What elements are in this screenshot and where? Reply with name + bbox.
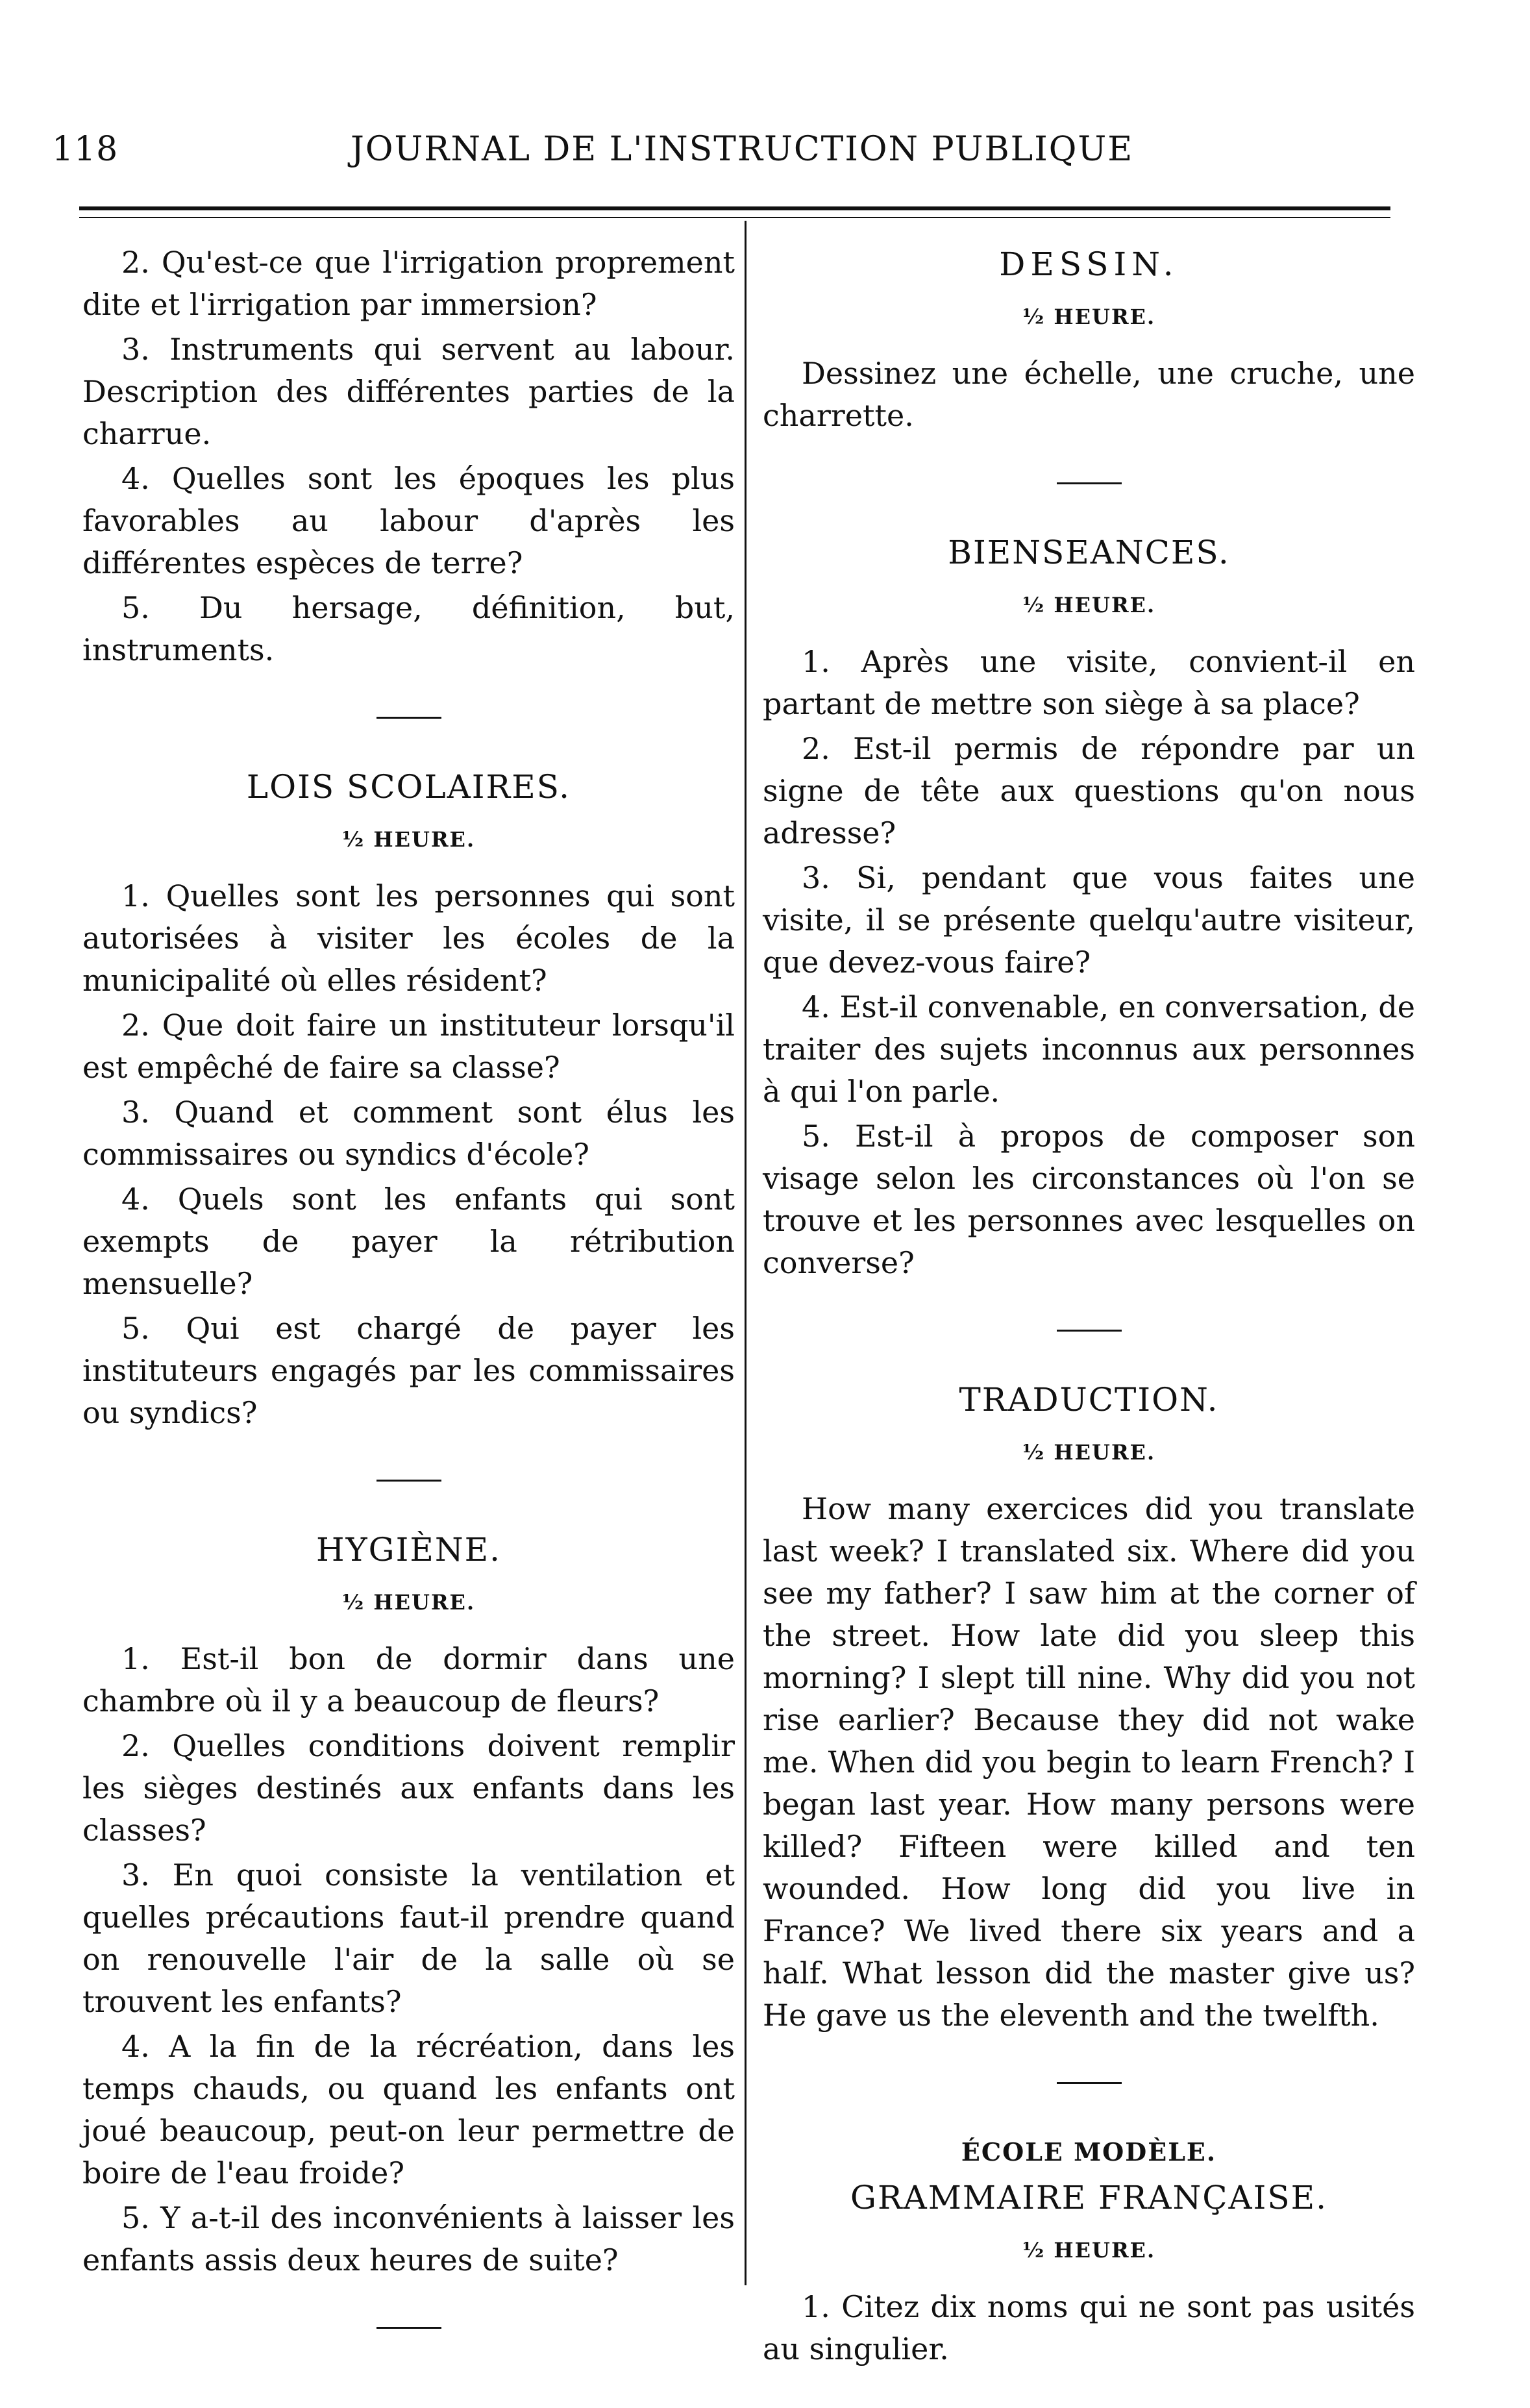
section-separator	[376, 717, 441, 719]
list-item: 1. Est-il bon de dormir dans une chambre où il y a beaucoup de fleurs?	[82, 1641, 735, 1719]
section-separator	[1057, 2082, 1122, 2084]
list-item: 2. Quelles conditions doivent remplir les sièges destinés aux enfants dans les classes?	[82, 1728, 735, 1848]
section-title-grammaire: GRAMMAIRE FRANÇAISE.	[850, 2179, 1327, 2216]
list-item: 3. Quand et comment sont élus les commissaires ou syndics d'école?	[82, 1095, 735, 1172]
section-title-lois-scolaires: LOIS SCOLAIRES.	[246, 768, 571, 806]
section-duration: ½ HEURE.	[1022, 304, 1156, 329]
list-item: 3. Instruments qui servent au labour. Description des différentes parties de la charrue.	[82, 332, 735, 451]
column-divider	[745, 221, 746, 2285]
section-title-dessin: DESSIN.	[999, 245, 1179, 283]
list-item: 4. Quelles sont les époques les plus favorables au labour d'après les différentes espèces de terre?	[82, 461, 735, 580]
list-item: 3. Si, pendant que vous faites une visite, il se présente quelqu'autre visiteur, que devez-vous faire?	[763, 860, 1415, 980]
section-separator	[1057, 1330, 1122, 1332]
list-item: 5. Est-il à propos de composer son visage selon les circonstances où l'on se trouve et les personnes avec lesquelles on converse?	[763, 1119, 1415, 1280]
section-separator	[376, 2327, 441, 2329]
section-text: How many exercices did you translate last week? I translated six. Where did you see my father? I saw him at the corner of the street. How late did you sleep this morning? I slept till nine. Why did you not rise earlier? Because they did not wake me. When did you begin to learn French? I began last year. How many persons were killed? Fifteen were killed and ten wounded. How long did you live in France? We lived there six years and a half. What lesson did the master give us? He gave us the eleventh and the twelfth.	[763, 1491, 1415, 2033]
section-duration: ½ HEURE.	[1022, 1440, 1156, 1465]
list-item: 1. Citez dix noms qui ne sont pas usités au singulier.	[763, 2289, 1415, 2366]
running-title: JOURNAL DE L'INSTRUCTION PUBLIQUE	[351, 130, 1134, 169]
list-item: 2. Est-il permis de répondre par un signe de tête aux questions qu'on nous adresse?	[763, 731, 1415, 850]
header-rule-thin	[79, 217, 1390, 218]
section-duration: ½ HEURE.	[1022, 2238, 1156, 2263]
list-item: 5. Y a-t-il des inconvénients à laisser les enfants assis deux heures de suite?	[82, 2200, 735, 2278]
list-item: 5. Qui est chargé de payer les instituteurs engagés par les commissaires ou syndics?	[82, 1311, 735, 1430]
section-heading-ecole-modele: ÉCOLE MODÈLE.	[961, 2137, 1217, 2166]
list-item: 3. En quoi consiste la ventilation et quelles précautions faut-il prendre quand on renouvelle l'air de la salle où se trouvent les enfants?	[82, 1857, 735, 2019]
section-separator	[376, 1480, 441, 1482]
section-duration: ½ HEURE.	[341, 1590, 476, 1615]
list-item: 1. Après une visite, convient-il en partant de mettre son siège à sa place?	[763, 644, 1415, 721]
left-column	[82, 242, 735, 2374]
section-title-hygiene: HYGIÈNE.	[316, 1531, 501, 1569]
list-item: 1. Quelles sont les personnes qui sont autorisées à visiter les écoles de la municipalité où elles résident?	[82, 878, 735, 998]
section-title-bienseances: BIENSEANCES.	[948, 534, 1230, 571]
list-item: 5. Du hersage, définition, but, instruments.	[82, 590, 735, 667]
section-duration: ½ HEURE.	[341, 827, 476, 852]
right-column	[763, 242, 1415, 2370]
list-item: 4. A la fin de la récréation, dans les temps chauds, ou quand les enfants ont joué beaucoup, peut-on leur permettre de boire de l'eau froide?	[82, 2029, 735, 2191]
page-header	[52, 130, 1428, 182]
header-rule-thick	[79, 206, 1390, 210]
section-separator	[1057, 482, 1122, 484]
list-item: 2. Que doit faire un instituteur lorsqu'il est empêché de faire sa classe?	[82, 1008, 735, 1085]
list-item: 2. Qu'est-ce que l'irrigation proprement dite et l'irrigation par immersion?	[82, 245, 735, 322]
list-item: 4. Quels sont les enfants qui sont exempts de payer la rétribution mensuelle?	[82, 1182, 735, 1301]
section-text: Dessinez une échelle, une cruche, une charrette.	[763, 356, 1415, 433]
section-duration: ½ HEURE.	[1022, 593, 1156, 617]
page-number: 118	[52, 130, 119, 169]
section-title-traduction: TRADUCTION.	[959, 1381, 1219, 1419]
list-item: 4. Est-il convenable, en conversation, de traiter des sujets inconnus aux personnes à qui l'on parle.	[763, 989, 1415, 1109]
